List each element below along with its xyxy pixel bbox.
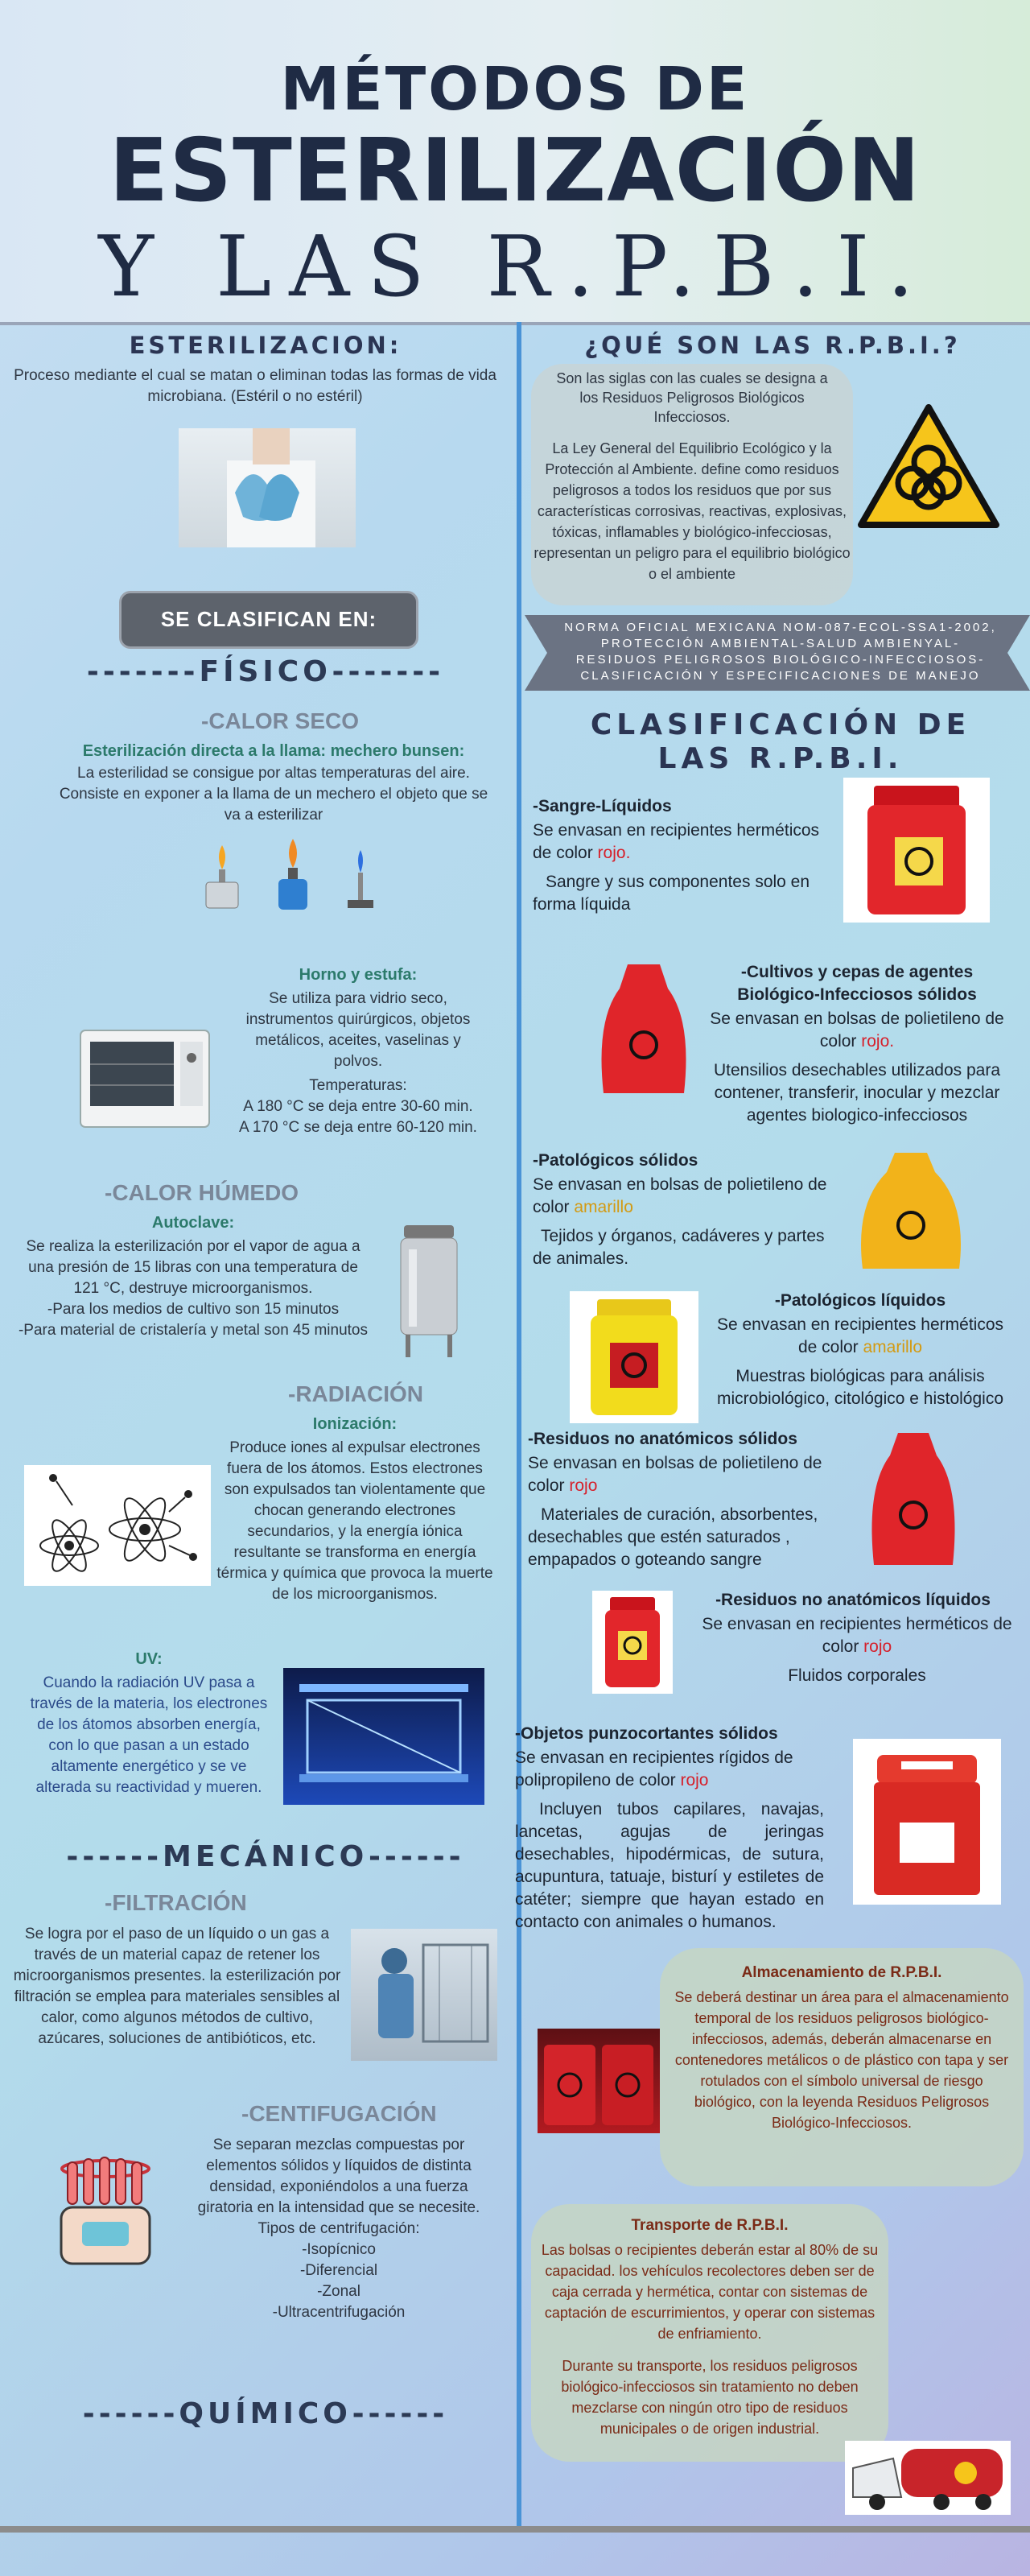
centrif-types-label: Tipos de centrifugación: bbox=[258, 2220, 420, 2237]
centrif-type: -Diferencial bbox=[299, 2262, 378, 2279]
radiacion-heading: -RADIACIÓN bbox=[288, 1381, 423, 1406]
gloves-image bbox=[179, 428, 356, 547]
horno-text: Se utiliza para vidrio seco, instrumentos quirúrgicos, objetos metálicos, aceites, vaselinas y polvos. bbox=[245, 990, 471, 1070]
rna-liquidos-text: Se envasan en recipientes herméticos de color rojo bbox=[702, 1615, 1012, 1656]
esterilizacion-definition: Proceso mediante el cual se matan o eliminan todas las formas de vida microbiana. (Estéril o no estéril) bbox=[14, 367, 496, 405]
autoclave-line-1: -Para los medios de cultivo son 15 minutos bbox=[47, 1301, 340, 1318]
lab-filtration-image bbox=[351, 1929, 497, 2061]
punzocortantes-title: -Objetos punzocortantes sólidos bbox=[515, 1724, 778, 1743]
calor-humedo-heading: -CALOR HÚMEDO bbox=[105, 1180, 299, 1205]
que-son-heading: ¿QUÉ SON LAS R.P.B.I.? bbox=[584, 332, 961, 359]
centrifuge-icon bbox=[53, 2148, 158, 2268]
autoclave-image bbox=[393, 1217, 465, 1362]
color-rojo: rojo bbox=[863, 1637, 892, 1656]
horno-title: Horno y estufa: bbox=[299, 966, 418, 984]
transporte-text-1: Las bolsas o recipientes deberán estar al 80% de su capacidad. los vehículos recolectores deben ser de caja cerrada y hermética, contar con sistemas de captación de escurrimientos, y operar con sistemas de enfriamiento. bbox=[541, 2242, 879, 2342]
punzocortantes-desc: Incluyen tubos capilares, navajas, lancetas, agujas de jeringas desechables, hipodérmicas, de sutura, acupuntura, tatuaje, bisturí y estiletes de catéter; siempre que hayan estado en contacto con animales o humanos. bbox=[515, 1800, 824, 1931]
almacenamiento-title: Almacenamiento de R.P.B.I. bbox=[741, 1964, 942, 1981]
temperatura-2: A 170 °C se deja entre 60-120 min. bbox=[239, 1119, 477, 1136]
cultivos-text: Se envasan en bolsas de polietileno de color rojo. bbox=[710, 1009, 1004, 1051]
color-rojo: rojo bbox=[680, 1771, 709, 1790]
autoclave-text: Se realiza la esterilización por el vapor de agua a una presión de 15 libras con una temperatura de 121 °C, destruye microorganismos. bbox=[26, 1238, 360, 1297]
patologicos-solidos-title: -Patológicos sólidos bbox=[533, 1151, 698, 1170]
esterilizacion-heading: ESTERILIZACION: bbox=[129, 332, 402, 359]
cultivos-desc: Utensilios desechables utilizados para contener, transferir, inocular y mezclar agentes biologico-infecciosos bbox=[713, 1061, 1001, 1125]
patologicos-liquidos-title: -Patológicos líquidos bbox=[774, 1291, 946, 1310]
footer-bar bbox=[0, 2526, 1030, 2533]
yellow-bag-image bbox=[847, 1148, 975, 1274]
almacenamiento-text: Se deberá destinar un área para el almacenamiento temporal de los residuos peligrosos biológico-infecciosos, además, deberán almacenarse en contenedores metálicos o de plástico con tapa y ser rotulados con el símbolo universal de riesgo biológico, con la leyenda Residuos Peligrosos Biológico-Infecciosos. bbox=[674, 1989, 1009, 2131]
rna-liquidos-title: -Residuos no anatómicos líquidos bbox=[715, 1591, 991, 1609]
rna-solidos-title: -Residuos no anatómicos sólidos bbox=[528, 1430, 797, 1448]
centrif-type: -Isopícnico bbox=[302, 2241, 376, 2258]
patologicos-liquidos-desc: Muestras biológicas para análisis microbiológico, citológico e histológico bbox=[716, 1367, 1003, 1408]
sangre-text: Se envasan en recipientes herméticos de color rojo. bbox=[533, 821, 820, 862]
title-line-1: MÉTODOS DE bbox=[280, 55, 750, 124]
truck-image bbox=[845, 2441, 1011, 2515]
oven-image bbox=[77, 1022, 212, 1132]
cultivos-title: -Cultivos y cepas de agentes Biológico-Infecciosos sólidos bbox=[737, 963, 977, 1004]
color-amarillo: amarillo bbox=[574, 1198, 633, 1216]
color-rojo: rojo. bbox=[597, 844, 631, 862]
patologicos-solidos-text: Se envasan en bolsas de polietileno de color amarillo bbox=[533, 1175, 827, 1216]
rna-solidos-text: Se envasan en bolsas de polietileno de color rojo bbox=[528, 1454, 822, 1495]
quimico-heading: ------QUÍMICO------ bbox=[82, 2397, 449, 2430]
red-container-image bbox=[592, 1591, 673, 1694]
title-line-2: ESTERILIZACIÓN bbox=[109, 121, 921, 221]
filtracion-heading: -FILTRACIÓN bbox=[105, 1890, 247, 1915]
red-bag-image bbox=[587, 956, 700, 1109]
llama-text: La esterilidad se consigue por altas temperaturas del aire. Consiste en exponer a la llama de un mechero el objeto que se va a esterilizar bbox=[59, 765, 488, 824]
calor-seco-heading: -CALOR SECO bbox=[201, 708, 359, 733]
fisico-heading: -------FÍSICO------- bbox=[86, 655, 445, 688]
ionizacion-title: Ionización: bbox=[312, 1415, 398, 1433]
yellow-container-image bbox=[570, 1291, 698, 1423]
mecanico-heading: ------MECÁNICO------ bbox=[66, 1840, 465, 1873]
transporte-title: Transporte de R.P.B.I. bbox=[631, 2217, 789, 2234]
llama-title: Esterilización directa a la llama: mechero bunsen: bbox=[82, 742, 465, 760]
red-bag-image bbox=[861, 1426, 966, 1571]
ionizacion-text: Produce iones al expulsar electrones fuera de los átomos. Estos electrones son expulsados tan violentamente que chocan generando electrones secundarios, y la energía iónica resultante se transforma en energía térmica y química que provoca la muerte de los microorganismos. bbox=[216, 1439, 493, 1603]
rpbi-siglas-text: Son las siglas con las cuales se designa a los Residuos Peligrosos Biológicos Infecciosos. bbox=[556, 370, 828, 425]
atom-icon bbox=[24, 1465, 211, 1586]
rpbi-ley-text: La Ley General del Equilibrio Ecológico y la Protección al Ambiente. define como residuos peligrosos a todos los residuos que por sus características corrosivas, reactivas, explosivas, tóxicas, inflamables y biológico-infecciosas, representan un peligro para el equilibrio biológico o el ambiente bbox=[534, 440, 851, 582]
uv-hood-image bbox=[283, 1668, 484, 1805]
color-rojo: rojo bbox=[569, 1476, 598, 1495]
norma-text: NORMA OFICIAL MEXICANA NOM-087-ECOL-SSA1-2002, PROTECCIÓN AMBIENTAL-SALUD AMBIENYAL-RESIDUOS PELIGROSOS BIOLÓGICO-INFECCIOSOS-CLASIFICACIÓN Y ESPECIFICACIONES DE MANEJO bbox=[564, 621, 997, 683]
color-rojo: rojo. bbox=[861, 1032, 895, 1051]
red-container-image bbox=[843, 778, 990, 923]
title-line-3: Y LAS R.P.B.I. bbox=[98, 217, 932, 316]
temperatura-1: A 180 °C se deja entre 30-60 min. bbox=[243, 1098, 473, 1115]
temperaturas-label: Temperaturas: bbox=[309, 1077, 407, 1094]
rna-solidos-desc: Materiales de curación, absorbentes, desechables que estén saturados , empapados o goteando sangre bbox=[528, 1505, 818, 1569]
clasificacion-heading: CLASIFICACIÓN DE LAS R.P.B.I. bbox=[590, 708, 971, 775]
column-divider bbox=[517, 322, 521, 2529]
sangre-desc: Sangre y sus componentes solo en forma líquida bbox=[533, 873, 810, 914]
patologicos-liquidos-text: Se envasan en recipientes herméticos de color amarillo bbox=[716, 1315, 1004, 1356]
header-divider bbox=[0, 322, 1030, 325]
filtracion-text: Se logra por el paso de un líquido o un gas a través de un material capaz de retener los microorganismos presentes. la esterilización por filtración se emplea para materiales sensibles al calor, como algunos métodos de cultivo, azúcares, soluciones de antibióticos, etc. bbox=[13, 1926, 341, 2047]
centrifugacion-heading: -CENTIFUGACIÓN bbox=[241, 2101, 437, 2126]
uv-text: Cuando la radiación UV pasa a través de la materia, los electrones de los átomos absorben energía, con lo que pasan a un estado altamente energético y se ve alterada su reactividad y mueren. bbox=[30, 1674, 268, 1796]
sangre-title: -Sangre-Líquidos bbox=[533, 797, 672, 815]
patologicos-solidos-desc: Tejidos y órganos, cadáveres y partes de animales. bbox=[533, 1227, 825, 1268]
centrif-type: -Zonal bbox=[317, 2283, 360, 2300]
red-bins-image bbox=[538, 2029, 660, 2133]
biohazard-icon bbox=[856, 402, 1001, 531]
centrifugacion-text: Se separan mezclas compuestas por elementos sólidos y líquidos de distinta densidad, exponiéndolos a una fuerza giratoria en la intensidad que se necesite. bbox=[197, 2136, 480, 2216]
sharps-container-image bbox=[853, 1739, 1001, 1905]
burner-icon bbox=[190, 834, 391, 914]
autoclave-title: Autoclave: bbox=[151, 1214, 235, 1232]
punzocortantes-text: Se envasan en recipientes rígidos de polipropileno de color rojo bbox=[515, 1748, 793, 1790]
uv-title: UV: bbox=[135, 1650, 163, 1668]
transporte-text-2: Durante su transporte, los residuos peligrosos biológico-infecciosos sin tratamiento no deben mezclarse con ningún otro tipo de residuos municipales o de origen industrial. bbox=[561, 2358, 859, 2437]
se-clasifican-pill: SE CLASIFICAN EN: bbox=[119, 591, 418, 649]
rna-liquidos-desc: Fluidos corporales bbox=[788, 1666, 926, 1685]
centrif-type: -Ultracentrifugación bbox=[272, 2304, 406, 2321]
autoclave-line-2: -Para material de cristalería y metal son 45 minutos bbox=[18, 1322, 368, 1339]
color-amarillo: amarillo bbox=[863, 1338, 923, 1356]
